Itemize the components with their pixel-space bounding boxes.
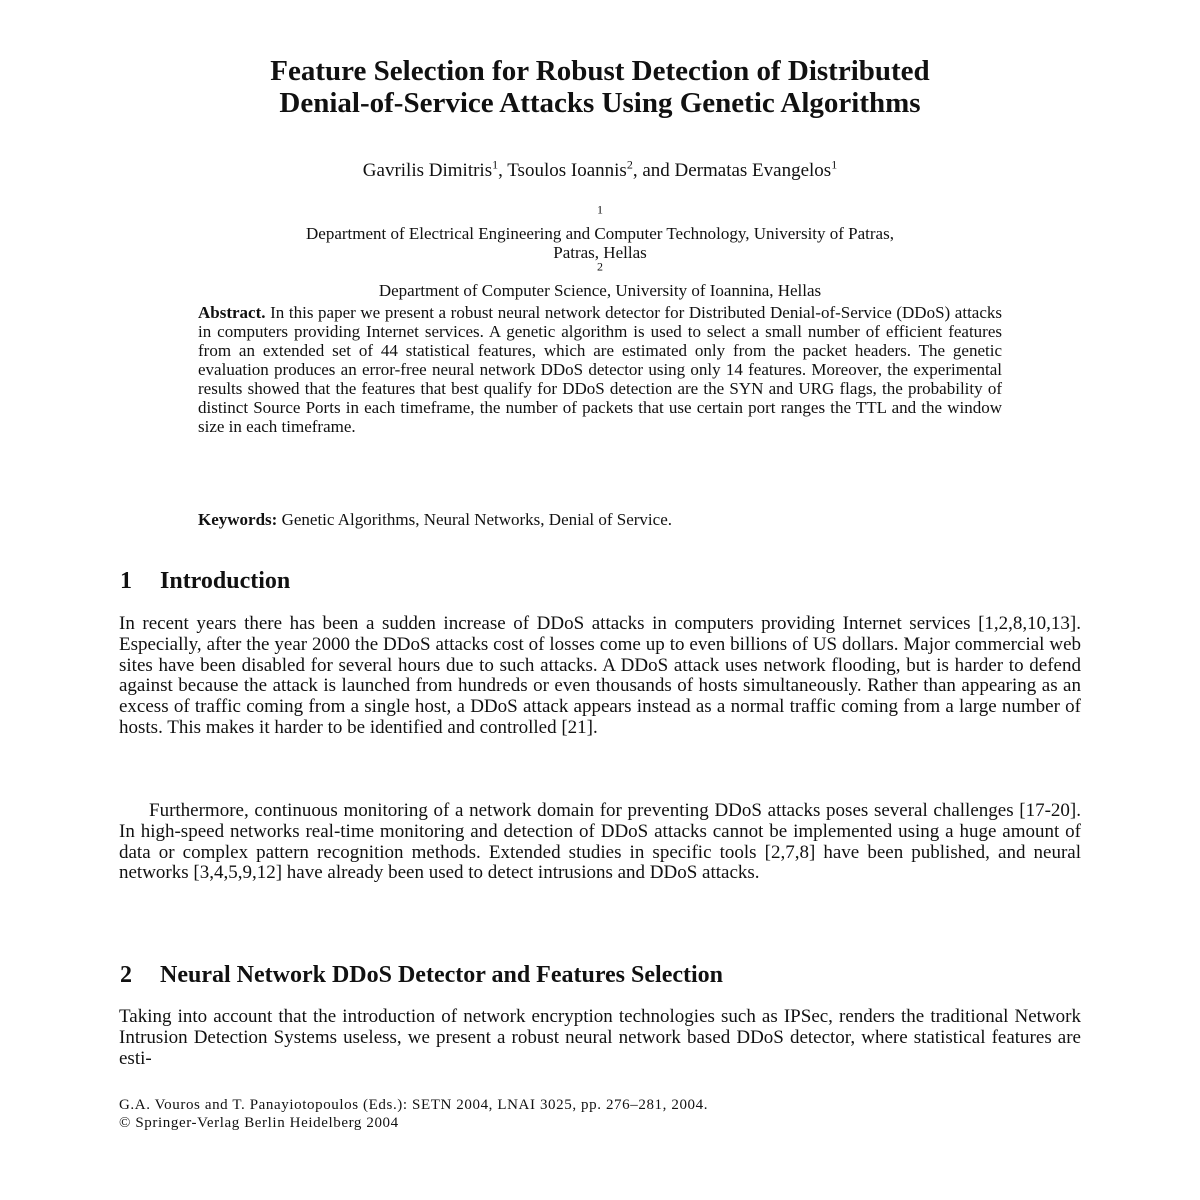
- footer-copyright: © Springer-Verlag Berlin Heidelberg 2004: [119, 1115, 399, 1131]
- author-name: Gavrilis Dimitris: [362, 160, 493, 181]
- abstract-label: Abstract.: [198, 303, 266, 322]
- keywords-label: Keywords:: [198, 510, 278, 529]
- footer-citation: G.A. Vouros and T. Panayiotopoulos (Eds.): SETN 2004, LNAI 3025, pp. 276–281, 2004.: [119, 1097, 709, 1113]
- abstract: [198, 303, 1002, 436]
- title-line-2: Denial-of-Service Attacks Using Genetic Algorithms: [279, 87, 921, 119]
- author-separator: ,: [498, 160, 508, 181]
- author-affiliation-mark: 2: [626, 157, 633, 172]
- section-2-heading: [120, 961, 723, 989]
- author-list: [100, 159, 1100, 183]
- affiliation-2-line: Department of Computer Science, University of Ioannina, Hellas: [378, 281, 822, 300]
- affiliation-2: [100, 259, 1100, 300]
- keywords: [198, 510, 1002, 529]
- affiliation-mark: 2: [597, 259, 603, 274]
- keywords-text: Genetic Algorithms, Neural Networks, Denial of Service.: [281, 510, 672, 529]
- section-number: 1: [120, 568, 132, 594]
- author-affiliation-mark: 1: [492, 157, 499, 172]
- affiliation-mark: 1: [597, 202, 603, 217]
- section-2-paragraph-1: Taking into account that the introduction of network encryption technologies such as IPSec, renders the traditional Network Intrusion Detection Systems useless, we present a robust neural network based DDoS detector, where statistical features are esti-: [119, 1006, 1081, 1069]
- abstract-text: In this paper we present a robust neural network detector for Distributed Denial-of-Service (DDoS) attacks in computers providing Internet services. A genetic algorithm is used to select a small number of efficient features from an extended set of 44 statistical features, which are estimated only from the packet headers. The genetic evaluation produces an error-free neural network DDoS detector using only 14 features. Moreover, the experimental results showed that the features that best qualify for DDoS detection are the SYN and URG flags, the probability of distinct Source Ports in each timeframe, the number of packets that use certain port ranges the TTL and the window size in each timeframe.: [198, 303, 1002, 436]
- title-line-1: Feature Selection for Robust Detection of Distributed: [270, 55, 930, 87]
- paper-title: [100, 55, 1100, 119]
- author-name: Tsoulos Ioannis: [507, 160, 627, 181]
- section-title: Introduction: [160, 568, 291, 594]
- affiliations: [100, 202, 1100, 300]
- affiliation-1: [100, 202, 1100, 243]
- author-affiliation-mark: 1: [831, 157, 838, 172]
- section-1-paragraph-1: In recent years there has been a sudden increase of DDoS attacks in computers providing Internet services [1,2,8,10,13]. Especially, after the year 2000 the DDoS attacks cost of losses come up to even billions of US dollars. Major commercial web sites have been disabled for several hours due to such attacks. A DDoS attack uses network flooding, but is harder to defend against because the attack is launched from hundreds or even thousands of hosts simultaneously. Rather than appearing as an excess of traffic coming from a single host, a DDoS attack appears instead as a normal traffic coming from a large number of hosts. This makes it harder to be identified and controlled [21].: [119, 613, 1081, 738]
- affiliation-1-line-2: Patras, Hellas: [553, 243, 647, 262]
- author-name: Dermatas Evangelos: [674, 160, 832, 181]
- section-1-paragraph-2: Furthermore, continuous monitoring of a network domain for preventing DDoS attacks poses several challenges [17-20]. In high-speed networks real-time monitoring and detection of DDoS attacks cannot be implemented using a huge amount of data or complex pattern recognition methods. Extended studies in specific tools [2,7,8] have been published, and neural networks [3,4,5,9,12] have already been used to detect intrusions and DDoS attacks.: [119, 800, 1081, 884]
- section-number: 2: [120, 962, 132, 988]
- author-separator: , and: [632, 160, 675, 181]
- section-1-heading: [120, 567, 290, 595]
- publication-footer: [119, 1096, 708, 1132]
- section-title: Neural Network DDoS Detector and Features Selection: [160, 962, 724, 988]
- affiliation-1-line-1: Department of Electrical Engineering and Computer Technology, University of Patras,: [306, 224, 894, 243]
